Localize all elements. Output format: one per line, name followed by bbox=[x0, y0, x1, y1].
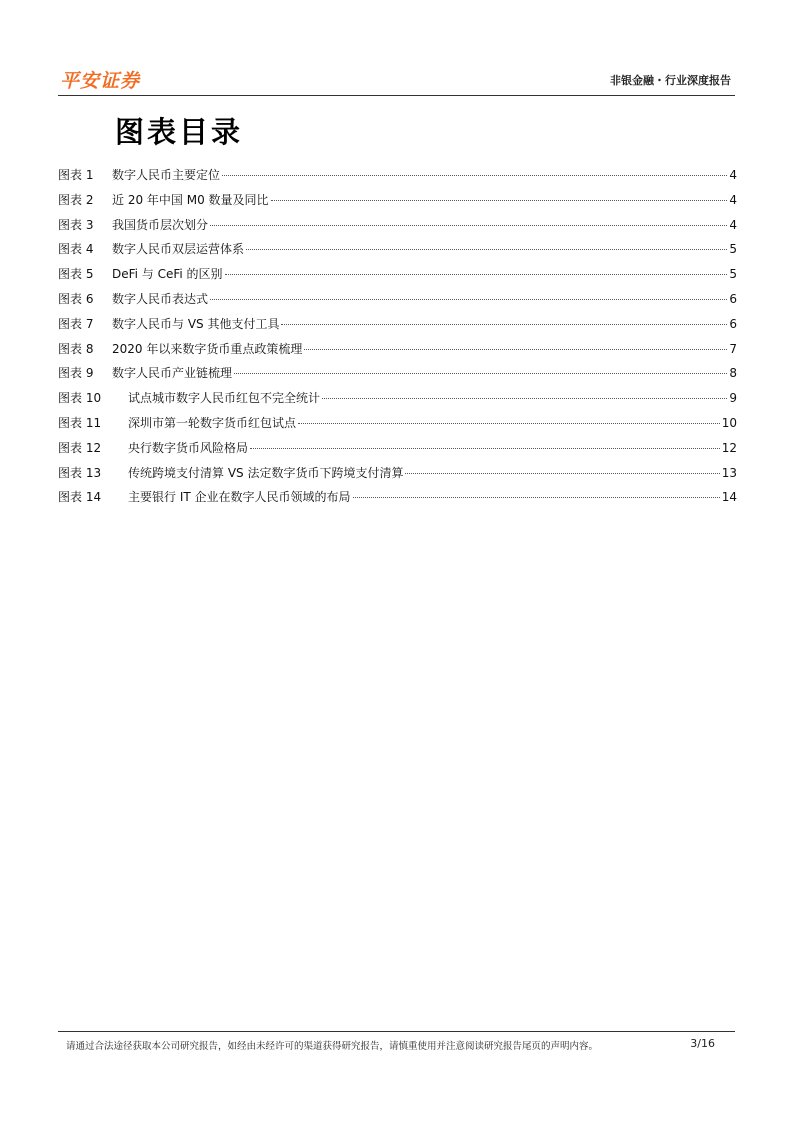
page-title: 图表目录 bbox=[115, 115, 244, 149]
toc-entry-label: 图表 6 bbox=[58, 291, 94, 306]
toc-dot-leader bbox=[222, 175, 727, 176]
toc-entry-title: 2020 年以来数字货币重点政策梳理 bbox=[112, 341, 303, 356]
toc-entry-page: 4 bbox=[729, 192, 737, 207]
toc-entry-title: 我国货币层次划分 bbox=[112, 217, 209, 232]
toc-entry-label: 图表 5 bbox=[58, 267, 94, 282]
toc-entry-title: 数字人民币与 VS 其他支付工具 bbox=[112, 316, 280, 331]
toc-entry-title: 数字人民币表达式 bbox=[112, 291, 209, 306]
toc-dot-leader bbox=[405, 473, 719, 474]
toc-dot-leader bbox=[234, 373, 727, 374]
toc-dot-leader bbox=[322, 398, 727, 399]
toc-entry-title: 数字人民币产业链梳理 bbox=[112, 366, 233, 381]
toc-entry-page: 4 bbox=[729, 217, 737, 232]
toc-entry-page: 5 bbox=[729, 267, 737, 282]
toc-entry[interactable] bbox=[58, 340, 737, 365]
toc-entry-title: 央行数字货币风险格局 bbox=[128, 440, 249, 455]
toc-entry[interactable] bbox=[58, 364, 737, 389]
toc-dot-leader bbox=[210, 225, 727, 226]
toc-entry-title: 深圳市第一轮数字货币红包试点 bbox=[128, 415, 297, 430]
toc-entry[interactable] bbox=[58, 315, 737, 340]
footer-divider bbox=[58, 1031, 735, 1032]
toc-entry[interactable] bbox=[58, 439, 737, 464]
toc-entry-page: 14 bbox=[721, 490, 737, 505]
toc-entry[interactable] bbox=[58, 464, 737, 489]
toc-entry-label: 图表 12 bbox=[58, 440, 102, 455]
toc-dot-leader bbox=[246, 249, 727, 250]
toc-entry-page: 10 bbox=[721, 415, 737, 430]
toc-entry[interactable] bbox=[58, 265, 737, 290]
toc-entry-page: 8 bbox=[729, 366, 737, 381]
toc-entry-label: 图表 3 bbox=[58, 217, 94, 232]
toc-entry-title: 传统跨境支付清算 VS 法定数字货币下跨境支付清算 bbox=[128, 465, 404, 480]
toc-entry-label: 图表 11 bbox=[58, 415, 102, 430]
toc-entry-label: 图表 4 bbox=[58, 242, 94, 257]
toc-entry-page: 6 bbox=[729, 291, 737, 306]
toc-entry-title: 主要银行 IT 企业在数字人民币领域的布局 bbox=[128, 490, 351, 505]
toc-entry-label: 图表 8 bbox=[58, 341, 94, 356]
toc-entry-label: 图表 1 bbox=[58, 168, 94, 182]
toc-dot-leader bbox=[353, 497, 720, 498]
toc-entry-page: 4 bbox=[729, 168, 737, 182]
brand-logo: 平安证券 bbox=[60, 70, 141, 92]
toc-entry-page: 12 bbox=[721, 440, 737, 455]
toc-entry-title: DeFi 与 CeFi 的区别 bbox=[112, 267, 223, 282]
toc-entry-page: 5 bbox=[729, 242, 737, 257]
toc-entry-label: 图表 7 bbox=[58, 316, 94, 331]
toc-entry-page: 6 bbox=[729, 316, 737, 331]
toc-entry-page: 13 bbox=[721, 465, 737, 480]
toc-entry-title: 近 20 年中国 M0 数量及同比 bbox=[112, 192, 269, 207]
toc-entry[interactable] bbox=[58, 488, 737, 513]
footer-disclaimer: 请通过合法途径获取本公司研究报告，如经由未经许可的渠道获得研究报告，请慎重使用并注意阅读研究报告尾页的声明内容。 bbox=[66, 1041, 599, 1052]
toc-entry[interactable] bbox=[58, 240, 737, 265]
toc-entry-title: 数字人民币双层运营体系 bbox=[112, 242, 245, 257]
toc-entry-page: 7 bbox=[729, 341, 737, 356]
toc-dot-leader bbox=[225, 274, 728, 275]
figure-toc bbox=[58, 166, 737, 513]
toc-entry[interactable] bbox=[58, 191, 737, 216]
toc-dot-leader bbox=[210, 299, 727, 300]
toc-dot-leader bbox=[304, 349, 727, 350]
toc-entry-label: 图表 14 bbox=[58, 490, 102, 505]
header-divider bbox=[58, 95, 735, 96]
toc-dot-leader bbox=[271, 200, 728, 201]
toc-entry-label: 图表 13 bbox=[58, 465, 102, 480]
toc-dot-leader bbox=[298, 423, 720, 424]
toc-entry[interactable] bbox=[58, 414, 737, 439]
toc-entry[interactable] bbox=[58, 216, 737, 241]
page-number: 3/16 bbox=[690, 1037, 715, 1050]
toc-entry-label: 图表 9 bbox=[58, 366, 94, 381]
toc-entry-label: 图表 2 bbox=[58, 192, 94, 207]
toc-entry-title: 数字人民币主要定位 bbox=[112, 168, 221, 182]
toc-entry[interactable] bbox=[58, 166, 737, 191]
toc-entry-label: 图表 10 bbox=[58, 391, 102, 406]
toc-entry[interactable] bbox=[58, 389, 737, 414]
toc-dot-leader bbox=[250, 448, 720, 449]
toc-dot-leader bbox=[281, 324, 727, 325]
report-type: 非银金融・行业深度报告 bbox=[610, 74, 731, 87]
toc-entry[interactable] bbox=[58, 290, 737, 315]
toc-entry-title: 试点城市数字人民币红包不完全统计 bbox=[128, 391, 321, 406]
toc-entry-page: 9 bbox=[729, 391, 737, 406]
